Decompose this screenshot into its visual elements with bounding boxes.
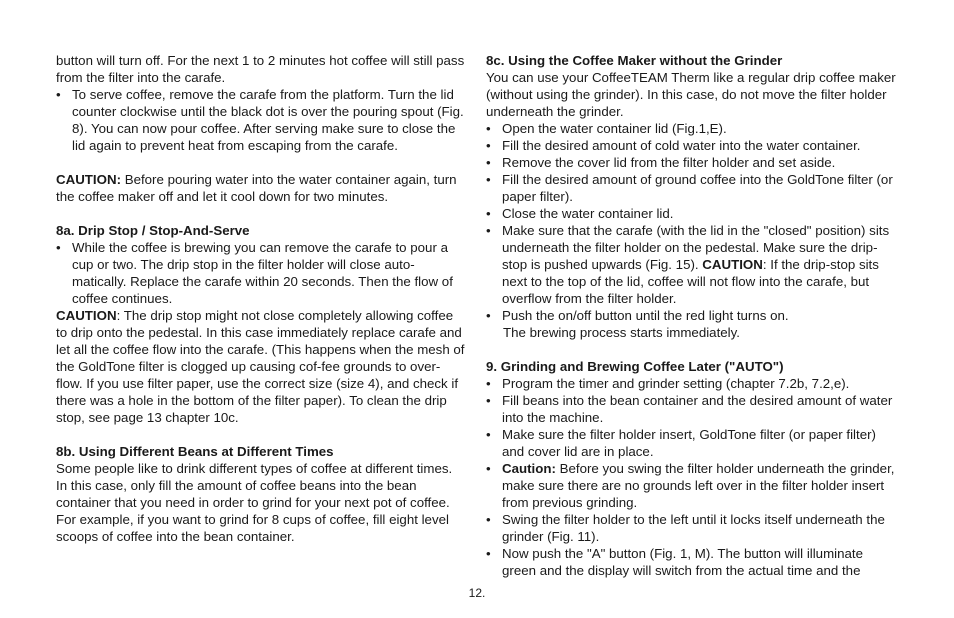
caution-label: CAUTION <box>702 257 763 272</box>
brewing-starts-text: The brewing process starts immediately. <box>503 325 740 340</box>
list-item: • Make sure the filter holder insert, GoldTone filter (or paper filter) and cover lid are in place. <box>486 426 900 460</box>
caution-paragraph-1 <box>56 171 466 205</box>
section-8a-bullet: • While the coffee is brewing you can remove the carafe to pour a cup or two. The drip stop in the filter holder will close auto-matically. Replace the carafe within 20 seconds. Then the flow of coffee continues. <box>56 239 466 307</box>
list-item: • Program the timer and grinder setting (chapter 7.2b, 7.2,e). <box>486 375 900 392</box>
section-8a-list <box>56 239 466 307</box>
right-column <box>486 52 900 579</box>
intro-text: button will turn off. For the next 1 to 2 minutes hot coffee will still pass from the filter into the carafe. <box>56 53 465 85</box>
list-item <box>486 460 900 511</box>
list-item: • Fill the desired amount of ground coffee into the GoldTone filter (or paper filter). <box>486 171 900 205</box>
caution-label: CAUTION <box>56 308 117 323</box>
caution-text: : The drip stop might not close completely allowing coffee to drip onto the pedestal. In this case immediately replace carafe and let all the coffee flow into the carafe. (This happens when the mesh of the GoldTone filter is clogged up causing cof-fee grounds to over-flow. If you use filter paper, use the correct size (size 4), and check if there was a hole in the bottom of the filter paper). To clean the drip stop, see page 13 chapter 10c. <box>56 308 465 425</box>
section-9-list <box>486 375 900 579</box>
caution-label: Caution: <box>502 461 556 476</box>
list-item: • Open the water container lid (Fig.1,E). <box>486 120 900 137</box>
list-item-text: : If the drip-stop sits next to the top of the lid, coffee will not flow into the carafe, but overflow from the filter holder. <box>502 257 879 306</box>
serve-bullet: • To serve coffee, remove the carafe from the platform. Turn the lid counter clockwise until the black dot is over the pouring spout (Fig. 8). You can now pour coffee. After serving make sure to close the lid again to prevent heat from escaping from the carafe. <box>56 86 466 154</box>
section-8c-intro: You can use your CoffeeTEAM Therm like a regular drip coffee maker (without using the grinder). In this case, do not move the filter holder underneath the grinder. <box>486 70 896 119</box>
section-8b-text: Some people like to drink different types of coffee at different times. In this case, only fill the amount of coffee beans into the bean container that you need in order to grind for your next pot of coffee. For example, if you want to grind for 8 cups of coffee, fill eight level scoops of coffee into the bean container. <box>56 461 453 544</box>
list-item: • Close the water container lid. <box>486 205 900 222</box>
list-item: • Remove the cover lid from the filter holder and set aside. <box>486 154 900 171</box>
list-item-text: Make sure that the carafe (with the lid in the "closed" position) sits underneath the filter holder on the pedestal. Make sure the drip-stop is pushed upwards (Fig. 15). <box>502 223 890 272</box>
list-item: • Fill beans into the bean container and the desired amount of water into the machine. <box>486 392 900 426</box>
caution-label: CAUTION: <box>56 172 121 187</box>
list-item <box>486 222 900 307</box>
caution-text: Before pouring water into the water container again, turn the coffee maker off and let it cool down for two minutes. <box>56 172 457 204</box>
list-item: • Swing the filter holder to the left until it locks itself underneath the grinder (Fig. 11). <box>486 511 900 545</box>
page-number: 12. <box>468 586 486 600</box>
serve-list <box>56 86 466 154</box>
left-column <box>56 52 466 545</box>
list-item: • Now push the "A" button (Fig. 1, M). The button will illuminate green and the display will switch from the actual time and the <box>486 545 900 579</box>
section-8b-heading: 8b. Using Different Beans at Different Times <box>56 444 334 459</box>
section-9-heading: 9. Grinding and Brewing Coffee Later ("AUTO") <box>486 359 784 374</box>
list-item: • Push the on/off button until the red light turns on. <box>486 307 900 324</box>
caution-paragraph-2 <box>56 307 466 426</box>
section-8c-list <box>486 120 900 324</box>
list-item-text: Before you swing the filter holder underneath the grinder, make sure there are no grounds left over in the filter holder insert from previous grinding. <box>502 461 895 510</box>
section-8c-heading: 8c. Using the Coffee Maker without the Grinder <box>486 53 783 68</box>
list-item: • Fill the desired amount of cold water into the water container. <box>486 137 900 154</box>
section-8a-heading: 8a. Drip Stop / Stop-And-Serve <box>56 223 250 238</box>
